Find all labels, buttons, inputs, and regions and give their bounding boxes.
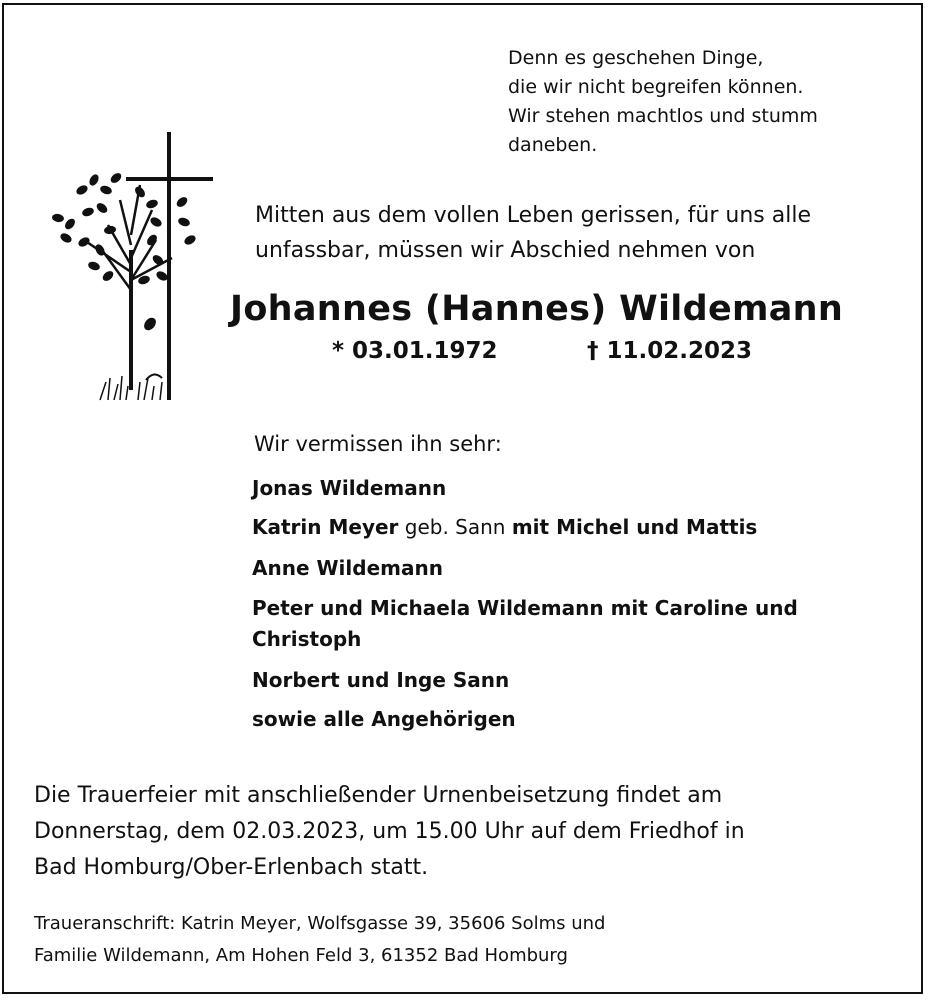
mourner-name: Norbert und Inge Sann bbox=[252, 668, 510, 692]
address-line: Familie Wildemann, Am Hohen Feld 3, 61352 Bad Homburg bbox=[34, 945, 568, 966]
address-line: Traueranschrift: Katrin Meyer, Wolfsgasse 39, 35606 Solms und bbox=[34, 913, 606, 934]
mourner-name: Peter und Michaela Wildemann mit Caroline und bbox=[252, 596, 798, 620]
mourner-line bbox=[252, 668, 509, 692]
mourner-line bbox=[252, 627, 361, 651]
mourning-address bbox=[34, 908, 605, 972]
mourner-line bbox=[252, 596, 798, 620]
poem-line: die wir nicht begreifen können. bbox=[508, 76, 804, 98]
birth-date: * 03.01.1972 bbox=[332, 338, 498, 364]
poem-line: daneben. bbox=[508, 134, 598, 156]
mourner-name: mit Michel und Mattis bbox=[511, 515, 758, 539]
service-line: Die Trauerfeier mit anschließender Urnenbeisetzung findet am bbox=[34, 783, 723, 808]
cross-with-tree-icon bbox=[44, 130, 219, 405]
service-line: Bad Homburg/Ober-Erlenbach statt. bbox=[34, 855, 429, 880]
mourner-name: Anne Wildemann bbox=[252, 556, 443, 580]
poem-line: Denn es geschehen Dinge, bbox=[508, 47, 764, 69]
mourner-name: sowie alle Angehörigen bbox=[252, 707, 516, 731]
mourner-line bbox=[252, 707, 516, 731]
intro-text bbox=[255, 198, 811, 268]
mourner-name: Katrin Meyer bbox=[252, 515, 399, 539]
mourners-heading: Wir vermissen ihn sehr: bbox=[254, 432, 502, 456]
intro-line: Mitten aus dem vollen Leben gerissen, für uns alle bbox=[255, 203, 811, 228]
mourner-line bbox=[252, 476, 446, 500]
mourner-line bbox=[252, 515, 757, 539]
service-line: Donnerstag, dem 02.03.2023, um 15.00 Uhr auf dem Friedhof in bbox=[34, 819, 745, 844]
poem bbox=[508, 44, 818, 160]
poem-line: Wir stehen machtlos und stumm bbox=[508, 105, 818, 127]
mourner-name: Christoph bbox=[252, 627, 362, 651]
mourner-name: Jonas Wildemann bbox=[252, 476, 447, 500]
service-info bbox=[34, 778, 745, 886]
intro-line: unfassbar, müssen wir Abschied nehmen von bbox=[255, 238, 756, 263]
mourner-note: geb. Sann bbox=[398, 515, 512, 539]
deceased-name: Johannes (Hannes) Wildemann bbox=[230, 289, 844, 329]
death-date: † 11.02.2023 bbox=[587, 338, 753, 364]
mourner-line bbox=[252, 556, 443, 580]
